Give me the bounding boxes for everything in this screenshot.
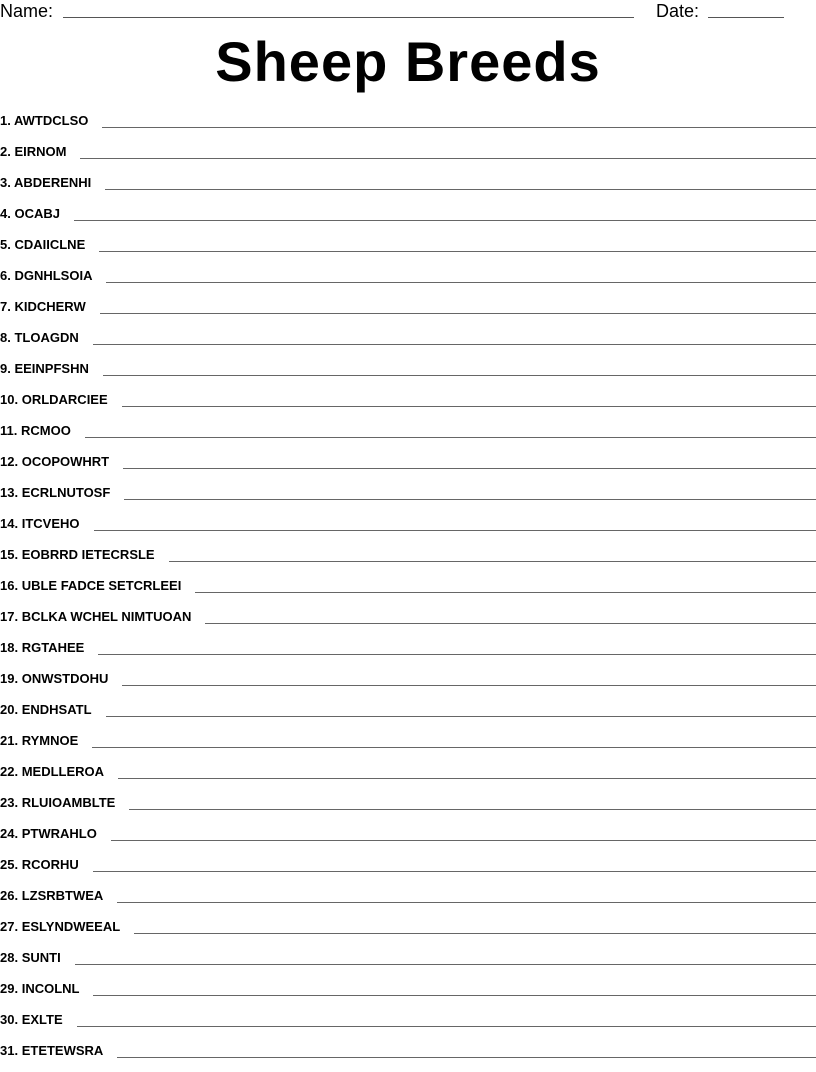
list-item	[0, 638, 816, 669]
item-word: DGNHLSOIA	[14, 268, 92, 283]
list-item	[0, 855, 816, 886]
scrambled-word	[0, 1010, 77, 1030]
scrambled-word	[0, 700, 106, 720]
item-word: CDAIICLNE	[14, 237, 85, 252]
list-item	[0, 235, 816, 266]
item-number: 14.	[0, 516, 18, 531]
scrambled-word	[0, 142, 80, 162]
list-item	[0, 514, 816, 545]
scrambled-word	[0, 1041, 117, 1061]
item-word: ITCVEHO	[22, 516, 80, 531]
answer-line[interactable]	[103, 359, 816, 376]
item-word: RYMNOE	[22, 733, 79, 748]
list-item	[0, 607, 816, 638]
answer-line[interactable]	[118, 762, 816, 779]
item-number: 8.	[0, 330, 11, 345]
item-word: SUNTI	[22, 950, 61, 965]
list-item	[0, 979, 816, 1010]
scrambled-word	[0, 731, 92, 751]
answer-line[interactable]	[205, 607, 816, 624]
scrambled-word	[0, 297, 100, 317]
header-row	[0, 0, 816, 24]
item-word: ONWSTDOHU	[22, 671, 109, 686]
answer-line[interactable]	[129, 793, 816, 810]
answer-line[interactable]	[106, 266, 816, 283]
scrambled-word	[0, 793, 129, 813]
item-word: MEDLLEROA	[22, 764, 104, 779]
item-number: 10.	[0, 392, 18, 407]
item-word: OCOPOWHRT	[22, 454, 109, 469]
date-label: Date:	[656, 0, 699, 22]
item-number: 30.	[0, 1012, 18, 1027]
name-label: Name:	[0, 0, 53, 22]
list-item	[0, 483, 816, 514]
item-number: 27.	[0, 919, 18, 934]
item-number: 31.	[0, 1043, 18, 1058]
item-number: 13.	[0, 485, 18, 500]
item-number: 11.	[0, 423, 17, 438]
answer-line[interactable]	[85, 421, 816, 438]
answer-line[interactable]	[123, 452, 816, 469]
scrambled-word	[0, 545, 169, 565]
item-word: EEINPFSHN	[14, 361, 88, 376]
item-number: 18.	[0, 640, 18, 655]
answer-line[interactable]	[134, 917, 816, 934]
answer-line[interactable]	[98, 638, 816, 655]
answer-line[interactable]	[77, 1010, 816, 1027]
scrambled-word	[0, 948, 75, 968]
answer-line[interactable]	[169, 545, 816, 562]
scrambled-word	[0, 576, 195, 596]
list-item	[0, 328, 816, 359]
answer-line[interactable]	[117, 886, 816, 903]
item-number: 15.	[0, 547, 18, 562]
item-number: 7.	[0, 299, 11, 314]
list-item	[0, 824, 816, 855]
list-item	[0, 111, 816, 142]
date-field[interactable]	[708, 17, 784, 18]
list-item	[0, 297, 816, 328]
scrambled-word	[0, 824, 111, 844]
scrambled-word	[0, 607, 205, 627]
item-number: 25.	[0, 857, 18, 872]
item-number: 1.	[0, 113, 11, 128]
item-number: 4.	[0, 206, 11, 221]
answer-line[interactable]	[124, 483, 816, 500]
item-word: RGTAHEE	[22, 640, 85, 655]
item-number: 28.	[0, 950, 18, 965]
list-item	[0, 204, 816, 235]
scrambled-word	[0, 886, 117, 906]
item-number: 23.	[0, 795, 18, 810]
item-word: RCORHU	[22, 857, 79, 872]
list-item	[0, 266, 816, 297]
item-word: EOBRRD IETECRSLE	[22, 547, 155, 562]
answer-line[interactable]	[105, 173, 816, 190]
list-item	[0, 762, 816, 793]
list-item	[0, 576, 816, 607]
item-word: EIRNOM	[14, 144, 66, 159]
scrambled-word	[0, 638, 98, 658]
list-item	[0, 452, 816, 483]
answer-line[interactable]	[111, 824, 816, 841]
item-word: INCOLNL	[22, 981, 80, 996]
list-item	[0, 886, 816, 917]
item-number: 22.	[0, 764, 18, 779]
list-item	[0, 1041, 816, 1072]
list-item	[0, 173, 816, 204]
item-number: 5.	[0, 237, 11, 252]
scrambled-word	[0, 111, 102, 131]
scrambled-word	[0, 266, 106, 286]
answer-line[interactable]	[106, 700, 816, 717]
item-number: 6.	[0, 268, 11, 283]
item-word: UBLE FADCE SETCRLEEI	[22, 578, 182, 593]
list-item	[0, 421, 816, 452]
answer-line[interactable]	[102, 111, 816, 128]
scrambled-word	[0, 514, 94, 534]
list-item	[0, 948, 816, 979]
scrambled-word	[0, 452, 123, 472]
list-item	[0, 359, 816, 390]
item-word: PTWRAHLO	[22, 826, 97, 841]
item-number: 26.	[0, 888, 18, 903]
list-item	[0, 390, 816, 421]
scrambled-word	[0, 328, 93, 348]
list-item	[0, 700, 816, 731]
item-number: 3.	[0, 175, 11, 190]
scrambled-word	[0, 204, 74, 224]
scrambled-word	[0, 235, 99, 255]
item-word: AWTDCLSO	[14, 113, 88, 128]
answer-line[interactable]	[75, 948, 816, 965]
answer-line[interactable]	[80, 142, 816, 159]
list-item	[0, 917, 816, 948]
answer-line[interactable]	[93, 979, 816, 996]
scrambled-word	[0, 359, 103, 379]
item-word: OCABJ	[14, 206, 60, 221]
item-number: 16.	[0, 578, 18, 593]
answer-line[interactable]	[74, 204, 816, 221]
scrambled-word	[0, 421, 85, 441]
item-word: EXLTE	[22, 1012, 63, 1027]
list-item	[0, 1010, 816, 1041]
item-word: RCMOO	[21, 423, 71, 438]
answer-line[interactable]	[94, 514, 816, 531]
scrambled-word	[0, 173, 105, 193]
answer-line[interactable]	[122, 669, 816, 686]
item-number: 19.	[0, 671, 18, 686]
item-word: ESLYNDWEEAL	[22, 919, 120, 934]
item-word: KIDCHERW	[14, 299, 85, 314]
answer-line[interactable]	[117, 1041, 816, 1058]
answer-line[interactable]	[92, 731, 816, 748]
item-number: 17.	[0, 609, 18, 624]
item-word: TLOAGDN	[14, 330, 78, 345]
list-item	[0, 731, 816, 762]
item-number: 2.	[0, 144, 11, 159]
answer-line[interactable]	[93, 328, 816, 345]
answer-line[interactable]	[122, 390, 816, 407]
scramble-list	[0, 111, 816, 1072]
item-word: ABDERENHI	[14, 175, 91, 190]
scrambled-word	[0, 762, 118, 782]
scrambled-word	[0, 979, 93, 999]
item-word: LZSRBTWEA	[22, 888, 104, 903]
list-item	[0, 669, 816, 700]
answer-line[interactable]	[100, 297, 816, 314]
list-item	[0, 142, 816, 173]
item-number: 20.	[0, 702, 18, 717]
item-word: ETETEWSRA	[22, 1043, 104, 1058]
item-number: 29.	[0, 981, 18, 996]
list-item	[0, 793, 816, 824]
item-word: RLUIOAMBLTE	[22, 795, 116, 810]
answer-line[interactable]	[195, 576, 816, 593]
name-field[interactable]	[63, 17, 634, 18]
answer-line[interactable]	[93, 855, 816, 872]
list-item	[0, 545, 816, 576]
item-number: 21.	[0, 733, 18, 748]
item-word: ORLDARCIEE	[22, 392, 108, 407]
scrambled-word	[0, 390, 122, 410]
item-number: 9.	[0, 361, 11, 376]
scrambled-word	[0, 855, 93, 875]
scrambled-word	[0, 669, 122, 689]
answer-line[interactable]	[99, 235, 816, 252]
item-number: 24.	[0, 826, 18, 841]
scrambled-word	[0, 917, 134, 937]
scrambled-word	[0, 483, 124, 503]
item-word: ECRLNUTOSF	[22, 485, 111, 500]
item-word: ENDHSATL	[22, 702, 92, 717]
item-word: BCLKA WCHEL NIMTUOAN	[22, 609, 192, 624]
page-title: Sheep Breeds	[0, 28, 816, 96]
item-number: 12.	[0, 454, 18, 469]
